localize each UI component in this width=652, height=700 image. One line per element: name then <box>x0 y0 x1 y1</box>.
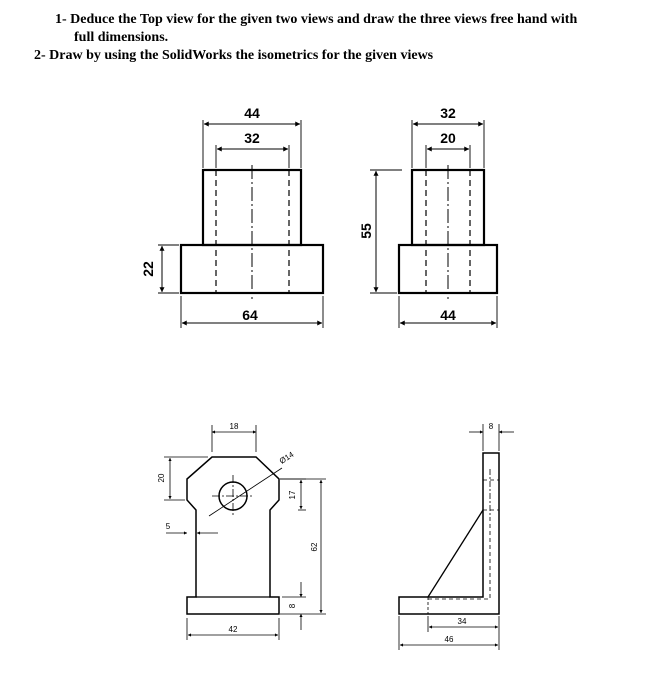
drawing1-side-view <box>399 120 497 328</box>
dim-text-32: 32 <box>440 105 456 121</box>
dim-text-8: 8 <box>288 603 297 609</box>
dim-text-34: 34 <box>457 617 467 626</box>
instruction-1: 1- Deduce the Top view for the given two views and draw the three views free hand with <box>55 12 578 27</box>
dim-text-44: 44 <box>440 307 456 323</box>
dim-text-42: 42 <box>228 625 238 634</box>
dim-text-20: 20 <box>440 130 456 146</box>
dim-text-55: 55 <box>358 223 374 239</box>
instruction-2: 2- Draw by using the SolidWorks the isometrics for the given views <box>34 48 434 63</box>
drawing1-front-view <box>158 120 323 328</box>
dim-text-64: 64 <box>242 307 258 323</box>
dim-55 <box>370 170 402 293</box>
rib-edge <box>428 510 483 597</box>
dim-text-dia14: Ø14 <box>277 450 296 466</box>
hidden-line <box>428 520 490 599</box>
dim-text-32: 32 <box>244 130 260 146</box>
dim-text-62: 62 <box>310 542 319 552</box>
dim-text-18: 18 <box>229 422 239 431</box>
dim-text-44: 44 <box>244 105 260 121</box>
dim-text-17: 17 <box>288 490 297 500</box>
dim-text-20: 20 <box>157 473 166 483</box>
dim-text-22: 22 <box>140 261 156 277</box>
dim-text-5: 5 <box>165 522 171 531</box>
dim-text-46: 46 <box>444 635 454 644</box>
instruction-1-cont: full dimensions. <box>74 30 169 45</box>
drawing2-front-view <box>164 425 326 640</box>
dim-text-8-side: 8 <box>488 422 494 431</box>
side-outline <box>399 453 499 614</box>
drawing2-side-view <box>399 424 514 650</box>
